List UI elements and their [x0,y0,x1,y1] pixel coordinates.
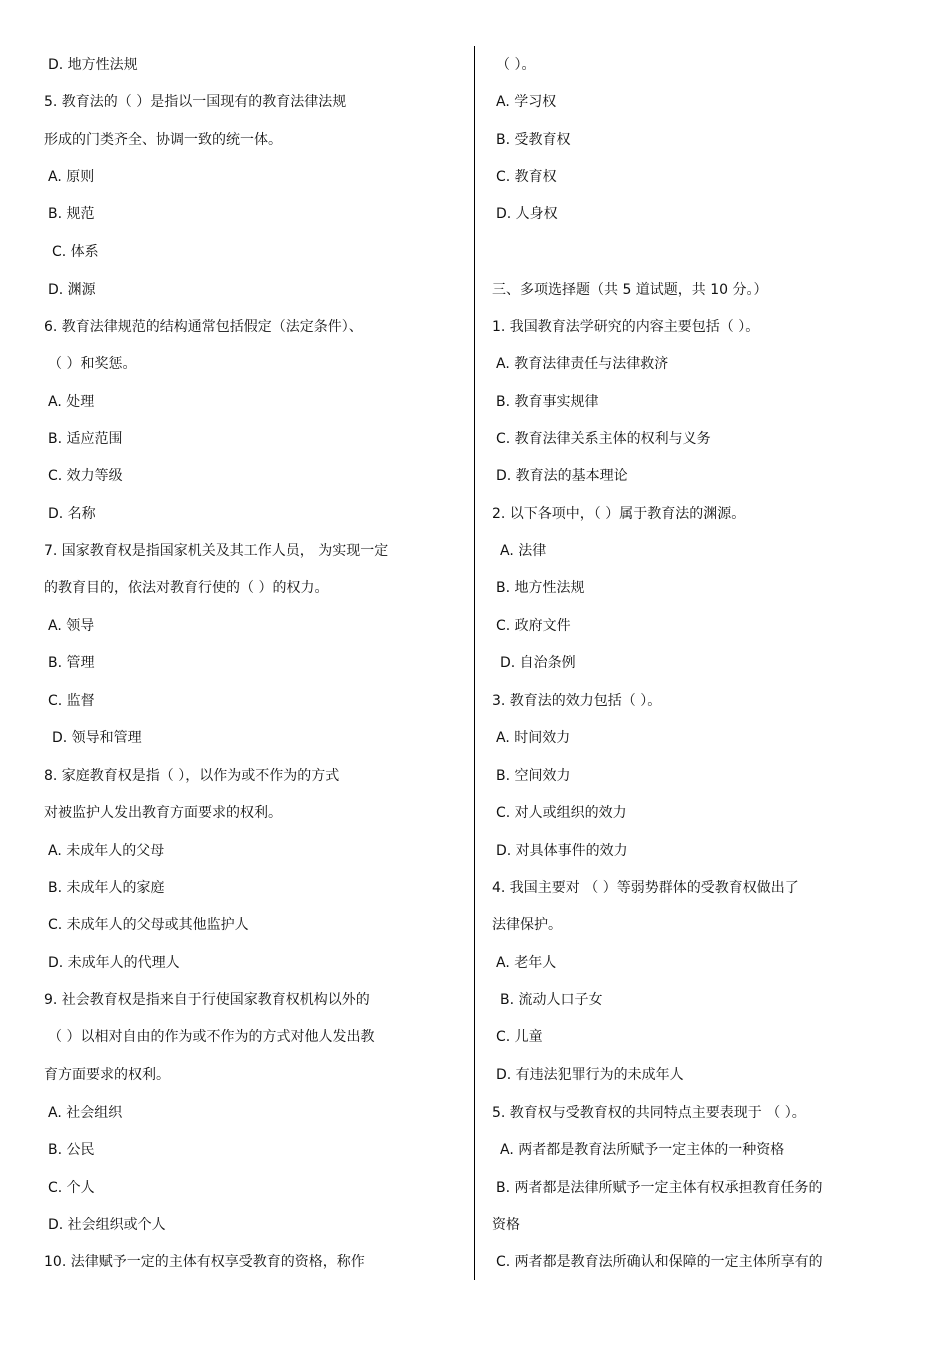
left-column-line: 育方面要求的权利。 [44,1067,170,1083]
left-column-line: D. 名称 [48,506,96,522]
right-column-line: 资格 [492,1217,520,1233]
right-column-line: 1. 我国教育法学研究的内容主要包括（ ）。 [492,319,760,335]
left-column-line: （ ）以相对自由的作为或不作为的方式对他人发出教 [48,1029,375,1045]
right-column-line: A. 学习权 [496,94,557,110]
left-column-line: C. 个人 [48,1180,95,1196]
left-column-line: B. 未成年人的家庭 [48,880,165,896]
right-column-line: D. 对具体事件的效力 [496,843,628,859]
left-column-line: C. 体系 [52,244,99,260]
left-column-line: C. 效力等级 [48,468,123,484]
right-column-line: 2. 以下各项中，（ ）属于教育法的渊源。 [492,506,746,522]
right-column-line: A. 老年人 [496,955,557,971]
left-column-line: （ ）和奖惩。 [48,356,137,372]
right-column-line: C. 对人或组织的效力 [496,805,627,821]
right-column-line: D. 自治条例 [500,655,576,671]
right-column-line: D. 有违法犯罪行为的未成年人 [496,1067,684,1083]
right-column-line: C. 教育权 [496,169,557,185]
right-column-line: B. 受教育权 [496,132,571,148]
left-column-line: D. 渊源 [48,282,96,298]
right-column-line: C. 两者都是教育法所确认和保障的一定主体所享有的 [496,1254,823,1270]
left-column-line: A. 领导 [48,618,95,634]
right-column-line: D. 人身权 [496,206,558,222]
left-column-line: 5. 教育法的（ ）是指以一国现有的教育法律法规 [44,94,347,110]
right-column-line: A. 两者都是教育法所赋予一定主体的一种资格 [500,1142,785,1158]
left-column-line: 9. 社会教育权是指来自于行使国家教育权机构以外的 [44,992,370,1008]
left-column-line: 的教育目的，依法对教育行使的（ ）的权力。 [44,580,329,596]
right-column-line: A. 教育法律责任与法律救济 [496,356,669,372]
right-column-line: C. 儿童 [496,1029,543,1045]
left-column-line: 形成的门类齐全、协调一致的统一体。 [44,132,282,148]
left-column-line: A. 未成年人的父母 [48,843,165,859]
left-column-line: C. 未成年人的父母或其他监护人 [48,917,249,933]
column-divider [474,46,475,1280]
left-column-line: 6. 教育法律规范的结构通常包括假定（法定条件）、 [44,319,363,335]
right-column-line: 3. 教育法的效力包括（ ）。 [492,693,662,709]
right-column-line: 4. 我国主要对 （ ）等弱势群体的受教育权做出了 [492,880,799,896]
left-column-line: C. 监督 [48,693,95,709]
left-column-line: D. 领导和管理 [52,730,142,746]
right-column-line: 5. 教育权与受教育权的共同特点主要表现于 （ ）。 [492,1105,806,1121]
left-column-line: D. 地方性法规 [48,57,138,73]
right-column-line: C. 政府文件 [496,618,571,634]
right-column-line: B. 教育事实规律 [496,394,599,410]
left-column-line: B. 规范 [48,206,95,222]
left-column-line: A. 社会组织 [48,1105,123,1121]
right-column-line: 三、多项选择题（共 5 道试题，共 10 分。） [492,282,768,298]
left-column-line: B. 管理 [48,655,95,671]
left-column-line: 7. 国家教育权是指国家机关及其工作人员， 为实现一定 [44,543,389,559]
left-column-line: 10. 法律赋予一定的主体有权享受教育的资格，称作 [44,1254,365,1270]
right-column-line: B. 两者都是法律所赋予一定主体有权承担教育任务的 [496,1180,823,1196]
left-column-line: 8. 家庭教育权是指（ ），以作为或不作为的方式 [44,768,340,784]
right-column-line: （ ）。 [496,57,536,73]
right-column-line: C. 教育法律关系主体的权利与义务 [496,431,711,447]
left-column-line: D. 社会组织或个人 [48,1217,166,1233]
left-column-line: D. 未成年人的代理人 [48,955,180,971]
right-column-line: A. 法律 [500,543,547,559]
right-column-line: A. 时间效力 [496,730,571,746]
left-column-line: 对被监护人发出教育方面要求的权利。 [44,805,282,821]
left-column-line: B. 公民 [48,1142,95,1158]
right-column-line: 法律保护。 [492,917,562,933]
left-column-line: A. 原则 [48,169,95,185]
left-column-line: A. 处理 [48,394,95,410]
right-column-line: D. 教育法的基本理论 [496,468,628,484]
right-column-line: B. 地方性法规 [496,580,585,596]
right-column-line: B. 流动人口子女 [500,992,603,1008]
right-column-line: B. 空间效力 [496,768,571,784]
left-column-line: B. 适应范围 [48,431,123,447]
